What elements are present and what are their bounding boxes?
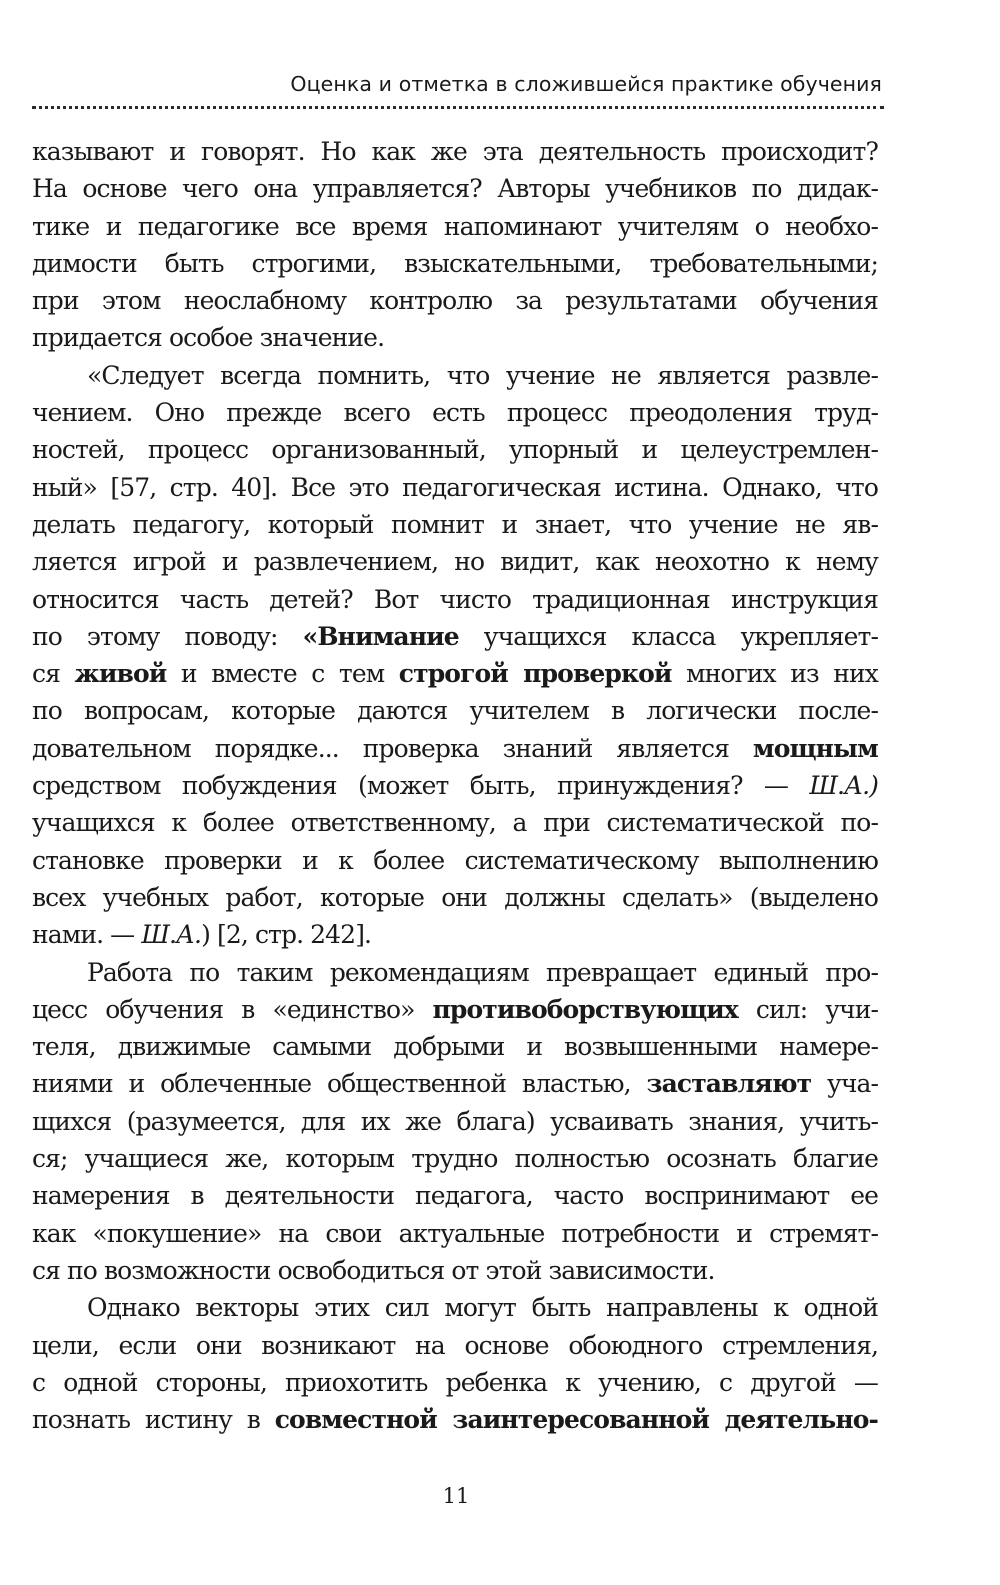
text-line: познать истину в совместной заинтересованной деятельно- bbox=[32, 1405, 878, 1435]
text-line: довательном порядке... проверка знаний является мощным bbox=[32, 733, 878, 763]
running-head: Оценка и отметка в сложившейся практике обучения bbox=[290, 72, 882, 96]
text-line: казывают и говорят. Но как же эта деятельность происходит? bbox=[32, 137, 878, 166]
paragraph-1 bbox=[32, 133, 878, 357]
text-line: ляется игрой и развлечением, но видит, как неохотно к нему bbox=[32, 547, 878, 577]
text-line: цели, если они возникают на основе обоюдного стремления, bbox=[32, 1330, 878, 1360]
text-line: ностей, процесс организованный, упорный и целеустремлен- bbox=[32, 435, 878, 465]
body-text bbox=[32, 133, 878, 1438]
text-line: всех учебных работ, которые они должны сделать» (выделено bbox=[32, 882, 878, 912]
text-line: по этому поводу: «Внимание учащихся класса укрепляет- bbox=[32, 621, 878, 651]
text-line: теля, движимые самыми добрыми и возвышенными намере- bbox=[32, 1032, 878, 1062]
italic-text: Ш.А. bbox=[141, 920, 202, 950]
text-line: «Следует всегда помнить, что учение не является развле- bbox=[87, 360, 878, 390]
text-line: ся; учащиеся же, которым трудно полностью осознать благие bbox=[32, 1144, 878, 1174]
text-line: по вопросам, которые даются учителем в логически после- bbox=[32, 696, 878, 726]
bold-text: совместной заинтересованной деятельно- bbox=[274, 1405, 878, 1435]
text-line: ся живой и вместе с тем строгой проверкой многих из них bbox=[32, 659, 878, 689]
bold-text: «Внимание bbox=[302, 621, 459, 651]
text-line: делать педагогу, который помнит и знает, что учение не яв- bbox=[32, 509, 878, 539]
text-line: становке проверки и к более систематическому выполнению bbox=[32, 845, 878, 875]
paragraph-2 bbox=[32, 357, 878, 954]
text-line: относится часть детей? Вот чисто традиционная инструкция bbox=[32, 584, 878, 614]
text-line: нами. — Ш.А.) [2, стр. 242]. bbox=[32, 920, 372, 950]
bold-text: противоборствующих bbox=[432, 994, 738, 1024]
text-line: димости быть строгими, взыскательными, требовательными; bbox=[32, 248, 878, 278]
bold-text: заставляют bbox=[646, 1069, 812, 1099]
text-line: учащихся к более ответственному, а при систематической по- bbox=[32, 808, 878, 838]
dotted-header-rule bbox=[32, 106, 884, 109]
text-line: цесс обучения в «единство» противоборствующих сил: учи- bbox=[32, 994, 879, 1024]
text-line: тике и педагогике все время напоминают учителям о необхо- bbox=[32, 211, 878, 241]
text-line: придается особое значение. bbox=[32, 323, 385, 353]
text-line: средством побуждения (может быть, принуждения? — Ш.А.) bbox=[32, 771, 878, 801]
text-line: щихся (разумеется, для их же блага) усваивать знания, учить- bbox=[32, 1106, 878, 1136]
paragraph-3 bbox=[32, 954, 878, 1290]
text-line: чением. Оно прежде всего есть процесс преодоления труд- bbox=[32, 398, 878, 428]
text-line: Однако векторы этих сил могут быть направлены к одной bbox=[87, 1293, 878, 1323]
text-line: намерения в деятельности педагога, часто воспринимают ее bbox=[32, 1181, 878, 1211]
text-line: как «покушение» на свои актуальные потребности и стремят- bbox=[32, 1218, 878, 1248]
bold-text: строгой проверкой bbox=[398, 659, 672, 689]
text-line: при этом неослабному контролю за результатами обучения bbox=[32, 286, 878, 316]
text-line: ниями и облеченные общественной властью, заставляют уча- bbox=[32, 1069, 879, 1099]
italic-text: Ш.А.) bbox=[809, 771, 878, 801]
bold-text: мощным bbox=[752, 733, 878, 763]
paragraph-4 bbox=[32, 1289, 878, 1438]
text-line: ся по возможности освободиться от этой зависимости. bbox=[32, 1255, 715, 1285]
text-line: На основе чего она управляется? Авторы учебников по дидак- bbox=[32, 174, 878, 204]
text-line: с одной стороны, приохотить ребенка к учению, с другой — bbox=[32, 1367, 878, 1397]
bold-text: живой bbox=[74, 659, 167, 689]
text-line: ный» [57, стр. 40]. Все это педагогическая истина. Однако, что bbox=[32, 472, 878, 502]
text-line: Работа по таким рекомендациям превращает единый про- bbox=[87, 957, 878, 987]
page-number: 11 bbox=[442, 1484, 470, 1508]
